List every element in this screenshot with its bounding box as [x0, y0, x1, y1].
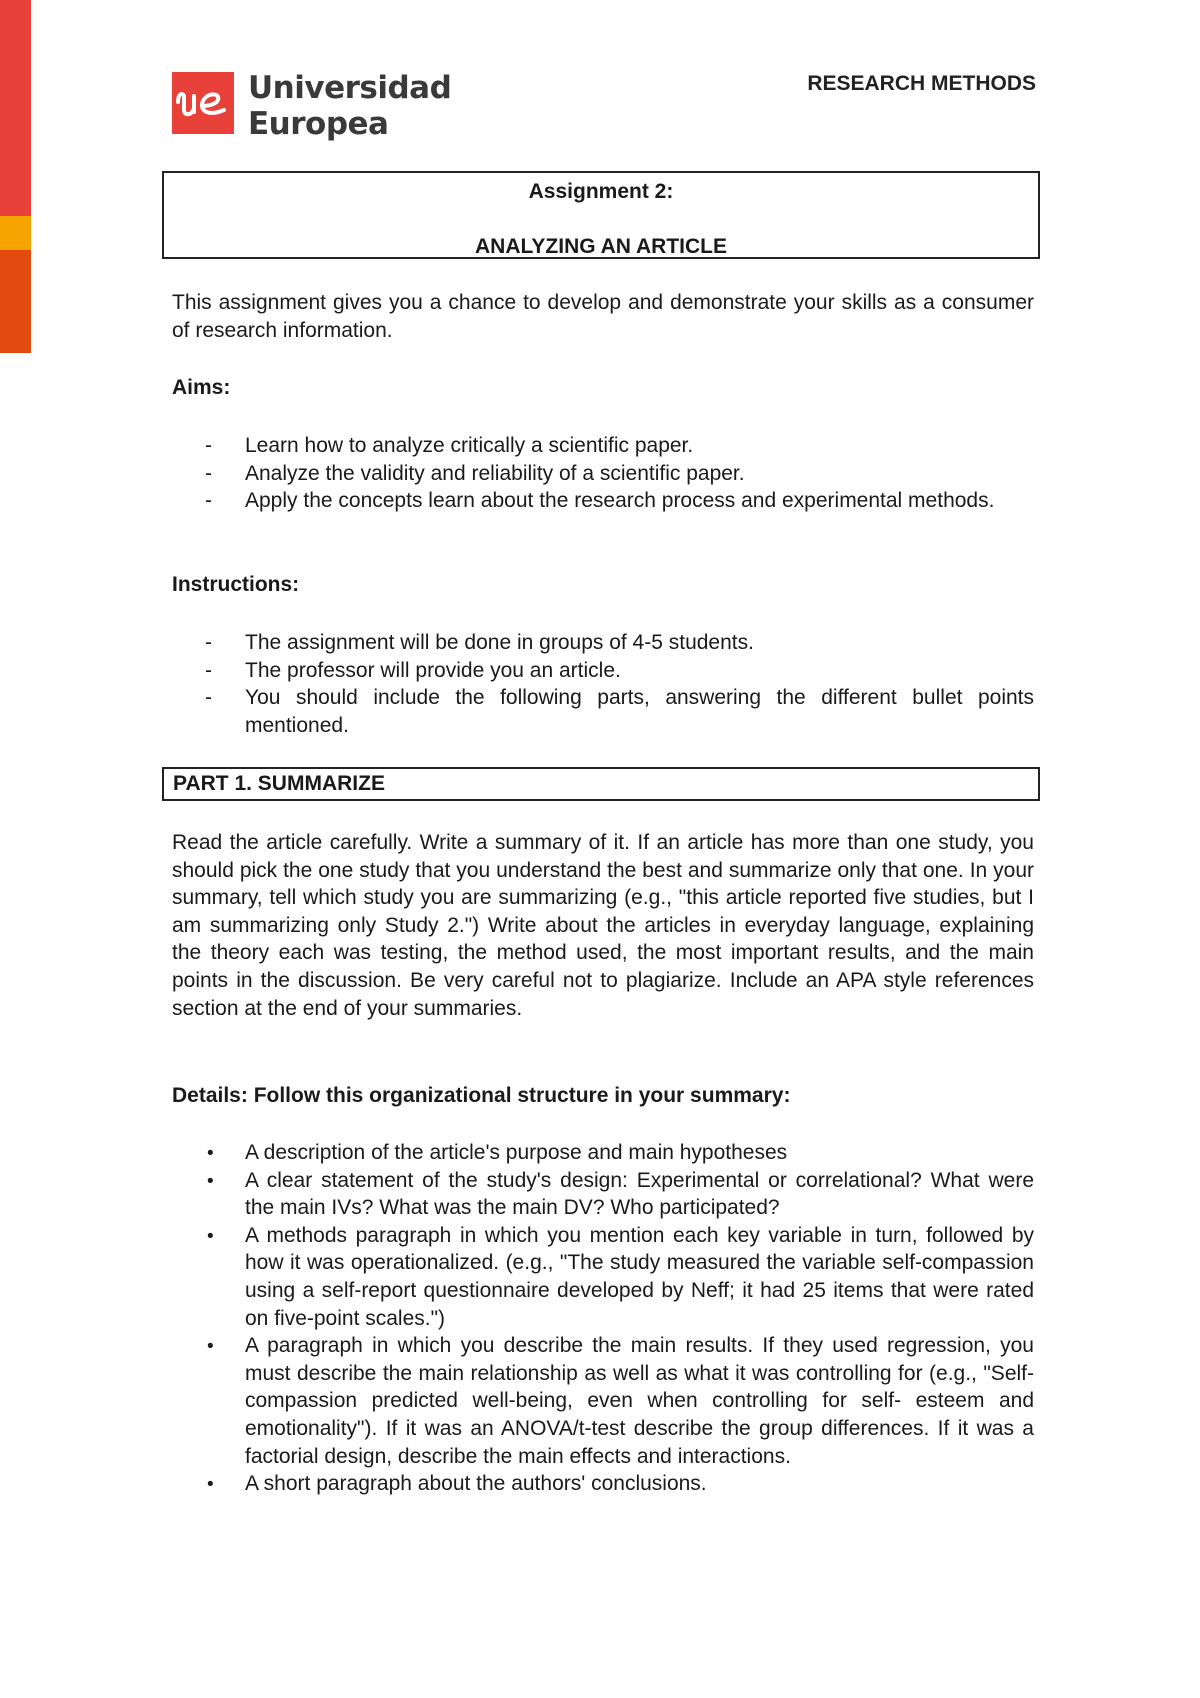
dash-marker: - — [205, 461, 212, 485]
list-item: - Analyze the validity and reliability of a scientific paper. — [172, 460, 1034, 488]
bullet-marker: • — [207, 1336, 214, 1358]
list-item: • A paragraph in which you describe the main results. If they used regression, you must describe the main relationship as well as what it was controlling for (e.g., "Self-compassion predicted well-being, even when controlling for self- esteem and emotionality"). If it was an ANOVA/t-test describe the group differences. If it was a factorial design, describe the main effects and interactions. — [207, 1334, 1034, 1468]
instructions-list — [172, 629, 1034, 739]
bullet-marker: • — [207, 1225, 214, 1247]
assignment-number: Assignment 2: — [528, 180, 674, 203]
list-item: • A description of the article's purpose and main hypotheses — [172, 1139, 1034, 1167]
dash-marker: - — [205, 631, 212, 654]
list-item: - You should include the following parts, answering the different bullet points mentioned. — [205, 686, 1034, 737]
bullet-marker: • — [207, 1170, 214, 1192]
details-list — [172, 1139, 1034, 1498]
course-title: RESEARCH METHODS — [807, 72, 1036, 95]
side-bar-red — [0, 0, 31, 216]
bullet-marker: • — [207, 1143, 214, 1164]
list-item: • A clear statement of the study's design: Experimental or correlational? What were the main IVs? What was the main DV? Who participated? — [207, 1168, 1034, 1220]
list-item: - The assignment will be done in groups of 4-5 students. — [172, 629, 1034, 657]
logo-line2: Europea — [248, 106, 389, 142]
dash-marker: - — [205, 686, 212, 710]
logo-line1: Universidad — [248, 70, 452, 106]
logo-wordmark — [248, 70, 452, 142]
dash-marker: - — [205, 434, 212, 457]
details-heading: Details: Follow this organizational structure in your summary: — [172, 1084, 791, 1107]
assignment-title: ANALYZING AN ARTICLE — [475, 235, 727, 258]
side-bar-orange — [0, 250, 31, 353]
assignment-title-box — [162, 171, 1040, 259]
part1-heading: PART 1. SUMMARIZE — [173, 772, 385, 795]
list-item: • A methods paragraph in which you mention each key variable in turn, followed by how it was operationalized. (e.g., "The study measured the variable self-compassion using a self-report questionnaire developed by Neff; it had 25 items that were rated on five-point scales.") — [207, 1223, 1034, 1330]
intro-paragraph: This assignment gives you a chance to develop and demonstrate your skills as a consumer of research information. — [172, 291, 1034, 342]
instructions-heading: Instructions: — [172, 573, 300, 596]
list-item: - The professor will provide you an article. — [172, 657, 1034, 685]
dash-marker: - — [205, 489, 212, 513]
part1-heading-box — [162, 767, 1040, 801]
part1-body: Read the article carefully. Write a summary of it. If an article has more than one study, you should pick the one study that you understand the best and summarize only that one. In your summary, tell which study you are summarizing (e.g., "this article reported five studies, but I am summarizing only Study 2.") Write about the articles in everyday language, explaining the theory each was testing, the method used, the most important results, and the main points in the discussion. Be very careful not to plagiarize. Include an APA style references section at the end of your summaries. — [172, 831, 1034, 1020]
list-item: - Apply the concepts learn about the research process and experimental methods. — [172, 487, 1034, 515]
side-color-bar — [0, 0, 31, 353]
aims-list — [172, 432, 1034, 515]
list-item: - Learn how to analyze critically a scientific paper. — [172, 432, 1034, 460]
ue-logo-icon — [172, 72, 234, 134]
bullet-marker: • — [207, 1474, 214, 1496]
side-bar-yellow — [0, 216, 31, 250]
dash-marker: - — [205, 658, 212, 682]
aims-heading: Aims: — [172, 376, 231, 399]
list-item: • A short paragraph about the authors' conclusions. — [172, 1470, 1034, 1498]
